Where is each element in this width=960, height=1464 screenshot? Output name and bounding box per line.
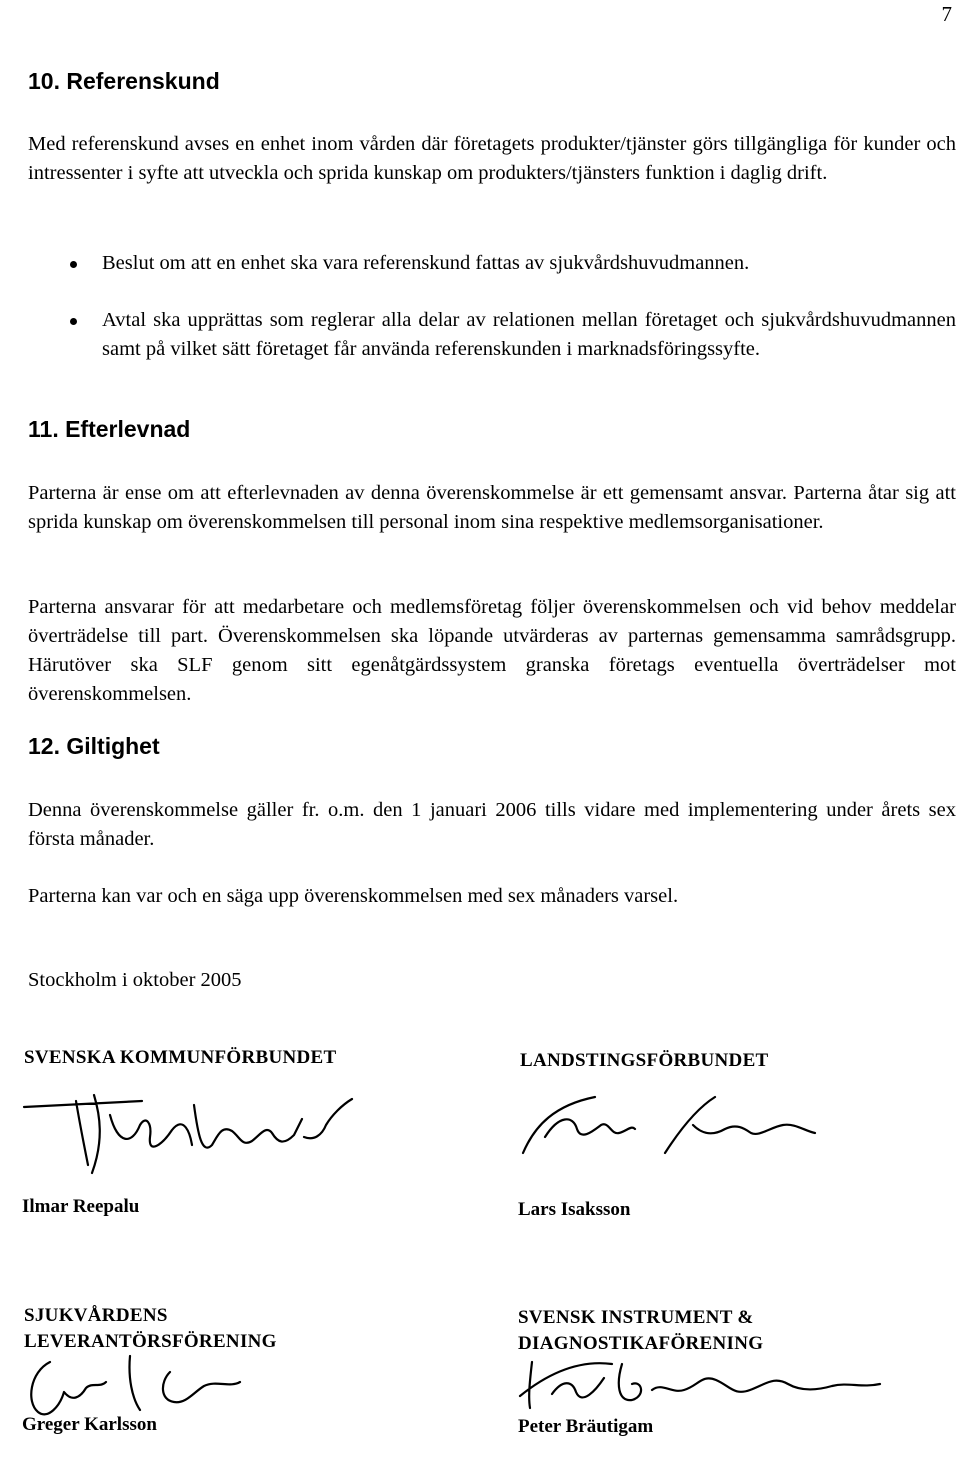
- section-11-paragraph: Parterna är ense om att efterlevnaden av denna överenskommelse är ett gemensamt ansvar. Parterna åtar sig att sprida kunskap om överenskommelsen till personal inom sina respektive medlemsorganisationer.: [28, 482, 956, 533]
- organization-name: LEVERANTÖRSFÖRENING: [24, 1331, 277, 1352]
- section-12-paragraph: Denna överenskommelse gäller fr. o.m. den 1 januari 2006 tills vidare med implementering under årets sex första månader.: [28, 799, 956, 850]
- signature-block: [520, 1048, 950, 1074]
- place-date: Stockholm i oktober 2005: [28, 969, 242, 991]
- bullet-text: Beslut om att en enhet ska vara referenskund fattas av sjukvårdshuvudmannen.: [102, 252, 750, 274]
- handwritten-signature: [515, 1085, 915, 1165]
- signature-block: [24, 1045, 454, 1071]
- organization-name: SVENSKA KOMMUNFÖRBUNDET: [24, 1047, 337, 1068]
- signature-block: [24, 1303, 454, 1355]
- signer-name: Greger Karlsson: [22, 1414, 157, 1435]
- bullet-icon: [70, 261, 77, 268]
- handwritten-signature: [22, 1085, 362, 1180]
- signer-name: Lars Isaksson: [518, 1199, 631, 1220]
- section-10-intro: Med referenskund avses en enhet inom vården där företagets produkter/tjänster görs tillgängliga för kunder och intressenter i syfte att utveckla och sprida kunskap om produkters/tjänsters funktion i daglig drift.: [28, 133, 956, 184]
- section-12-paragraph: Parterna kan var och en säga upp överenskommelsen med sex månaders varsel.: [28, 885, 679, 907]
- organization-name: SJUKVÅRDENS: [24, 1305, 168, 1326]
- signer-name: Peter Bräutigam: [518, 1416, 654, 1437]
- handwritten-signature: [512, 1350, 912, 1416]
- section-11-heading: 11. Efterlevnad: [28, 416, 191, 442]
- organization-name: SVENSK INSTRUMENT &: [518, 1307, 754, 1328]
- bullet-text: Avtal ska upprättas som reglerar alla delar av relationen mellan företaget och sjukvårdshuvudmannen samt på vilket sätt företaget får använda referenskunden i marknadsföringssyfte.: [102, 309, 956, 360]
- organization-name: DIAGNOSTIKAFÖRENING: [518, 1333, 764, 1354]
- page-number: 7: [941, 2, 952, 26]
- bullet-icon: [70, 318, 77, 325]
- organization-name: LANDSTINGSFÖRBUNDET: [520, 1050, 769, 1071]
- signer-name: Ilmar Reepalu: [22, 1196, 140, 1217]
- section-10-heading: 10. Referenskund: [28, 68, 220, 94]
- handwritten-signature: [20, 1352, 270, 1422]
- section-12-heading: 12. Giltighet: [28, 733, 160, 759]
- section-11-paragraph: Parterna ansvarar för att medarbetare och medlemsföretag följer överenskommelsen och vid behov meddelar överträdelse till part. Överenskommelsen ska löpande utvärderas av parternas gemensamma samrådsgrupp. Härutöver ska SLF genom sitt egenåtgärdssystem granska företags eventuella överträdelser mot överenskommelsen.: [28, 596, 956, 705]
